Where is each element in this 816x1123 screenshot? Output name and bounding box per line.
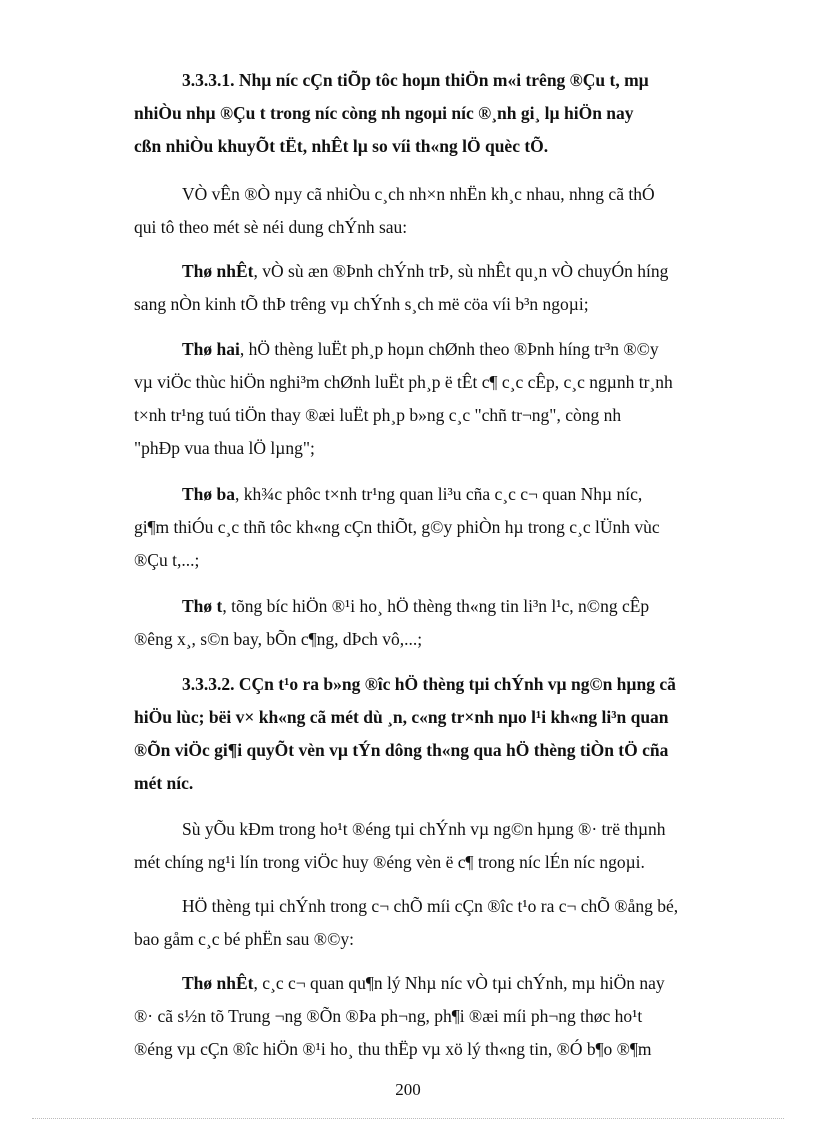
text-line: bao gåm c¸c bé phËn sau ®©y: [134,929,354,949]
text-line: ®Çu t,...; [134,550,200,570]
text-line: cßn nhiÒu khuyÕt tËt, nhÊt lµ so víi th«ng lÖ quèc tÕ. [134,136,549,156]
list-item-fourth [134,590,762,656]
page-number: 200 [395,1080,421,1099]
text-line: "phÐp vua thua lÖ lµng"; [134,438,315,458]
list-item-first-finance [134,967,762,1066]
text-line: VÒ vÊn ®Ò nµy cã nhiÒu c¸ch nh×n nhËn kh¸c nhau, nhng cã thÓ [182,184,655,204]
text-line: mét níc. [134,773,194,793]
heading-3-3-3-2 [134,668,762,800]
list-item-first [134,255,762,321]
text-line: nhiÒu nhµ ®Çu t trong níc còng nh ngoµi níc ®¸nh gi¸ lµ hiÖn nay [134,103,634,123]
text-line: vµ viÖc thùc hiÖn nghi³m chØnh luËt ph¸p ë tÊt c¶ c¸c cÊp, c¸c ngµnh tr¸nh [134,372,673,392]
text-line: gi¶m thiÓu c¸c thñ tôc kh«ng cÇn thiÕt, g©y phiÒn hµ trong c¸c lÜnh vùc [134,517,660,537]
text-line: mét chíng ng¹i lín trong viÖc huy ®éng vèn ë c¶ trong níc lÉn níc ngoµi. [134,852,645,872]
body-paragraph [134,178,762,244]
text-line: ®éng vµ cÇn ®îc hiÖn ®¹i ho¸ thu thËp vµ xö lý th«ng tin, ®Ó b¶o ®¶m [134,1039,652,1059]
text-line: 3.3.3.1. Nhµ níc cÇn tiÕp tôc hoµn thiÖn m«i trêng ®Çu t, mµ [182,70,649,90]
page-border-divider [32,1118,784,1119]
lead-label: Thø nhÊt [182,261,254,281]
list-item-third [134,478,762,577]
lead-label: Thø hai [182,339,240,359]
text-line: ®êng x¸, s©n bay, bÕn c¶ng, dÞch vô,...; [134,629,423,649]
text-line: ®· cã s½n tõ Trung ¬ng ®Õn ®Þa ph¬ng, ph¶i ®æi míi ph¬ng thøc ho¹t [134,1006,643,1026]
text-line: t×nh tr¹ng tuú tiÖn thay ®æi luËt ph¸p b»ng c¸c "chñ tr¬ng", còng nh [134,405,622,425]
heading-3-3-3-1 [134,64,762,163]
text-line: , vÒ sù æn ®Þnh chÝnh trÞ, sù nhÊt qu¸n vÒ chuyÓn híng [253,261,669,281]
text-line: , tõng bíc hiÖn ®¹i ho¸ hÖ thèng th«ng tin li³n l¹c, n©ng cÊp [222,596,650,616]
text-line: , kh¾c phôc t×nh tr¹ng quan li³u cña c¸c c¬ quan Nhµ níc, [235,484,643,504]
lead-label: Thø t [182,596,223,616]
text-line: qui tô theo mét sè néi dung chÝnh sau: [134,217,408,237]
lead-label: Thø nhÊt [182,973,254,993]
text-line: , c¸c c¬ quan qu¶n lý Nhµ níc vÒ tµi chÝnh, mµ hiÖn nay [253,973,665,993]
text-line: Sù yÕu kÐm trong ho¹t ®éng tµi chÝnh vµ ng©n hµng ®· trë thµnh [182,819,666,839]
body-paragraph [134,890,762,956]
lead-label: Thø ba [182,484,236,504]
text-line: 3.3.3.2. CÇn t¹o ra b»ng ®îc hÖ thèng tµi chÝnh vµ ng©n hµng cã [182,674,676,694]
text-line: ®Õn viÖc gi¶i quyÕt vèn vµ tÝn dông th«ng qua hÖ thèng tiÒn tÖ cña [134,740,669,760]
text-line: hiÖu lùc; bëi v× kh«ng cã mét dù ¸n, c«ng tr×nh nµo l¹i kh«ng li³n quan [134,707,669,727]
text-line: HÖ thèng tµi chÝnh trong c¬ chÕ míi cÇn ®îc t¹o ra c¬ chÕ ®ång bé, [182,896,679,916]
text-line: , hÖ thèng luËt ph¸p hoµn chØnh theo ®Þnh híng tr³n ®©y [239,339,659,359]
list-item-second [134,333,762,465]
body-paragraph [134,813,762,879]
text-line: sang nÒn kinh tÕ thÞ trêng vµ chÝnh s¸ch më cöa víi b³n ngoµi; [134,294,589,314]
